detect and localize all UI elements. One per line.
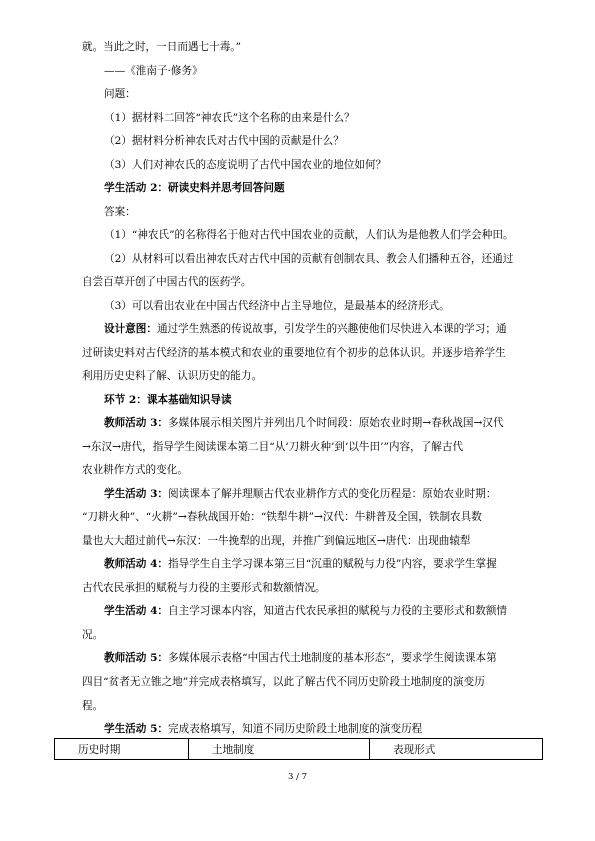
answer-2-continued: 自尝百草开创了中国古代的医药学。 xyxy=(82,276,252,289)
source-citation: ——《淮南子·修务》 xyxy=(104,64,203,77)
teacher-activity-3-text: 多媒体展示相关图片并列出几个时间段：原始农业时期→春秋战国→汉代 xyxy=(168,417,504,430)
teacher-activity-5-part: 多媒体展示表格“中国古代土地制度的基本形态”，要求学生阅读课本第 xyxy=(168,652,497,665)
teacher-activity-3 xyxy=(104,416,542,430)
text-line: 利用历史史料了解、认识历史的能力。 xyxy=(82,370,263,383)
student-activity-4 xyxy=(104,604,542,618)
text-line-part: 四目“贫者无立锥之地”并完成表格填写，以此了解古代不同历史阶段土地制度的演变历 xyxy=(82,676,485,688)
text-line: “刀耕火种”、“火耕”→春秋战国开始：“铁犁牛耕”→汉代：牛耕普及全国，铁制农具数 xyxy=(82,511,482,524)
table-header-row xyxy=(55,739,543,760)
student-activity-5-part: 完成表格填写，知道不同历史阶段土地制度的演变历程 xyxy=(168,723,423,735)
student-activity-4-label: 学生活动 4： xyxy=(104,605,169,618)
answer-3: （3）可以看出农业在中国古代经济中占主导地位，是最基本的经济形式。 xyxy=(104,299,450,312)
question-3: （3）人们对神农氏的态度说明了古代中国农业的地位如何？ xyxy=(104,158,387,171)
teacher-activity-3-label: 教师活动 3： xyxy=(104,417,169,430)
text-line: →东汉→唐代，指导学生阅读课本第二目“从‘刀耕火种’到‘以牛田’”内容，了解古代 xyxy=(82,440,464,453)
design-intent-text: 通过学生熟悉的传说故事，引发学生的兴趣使他们尽快进入本课的学习；通 xyxy=(156,323,507,336)
student-activity-3-label: 学生活动 3： xyxy=(104,487,169,500)
student-activity-5 xyxy=(104,722,542,736)
text-line: 农业耕作方式的变化。 xyxy=(82,464,188,477)
table-header-cell: 土地制度 xyxy=(189,739,370,760)
text-line: 过研读史料对古代经济的基本模式和农业的重要地位有个初步的总体认识。并逐步培养学生 xyxy=(82,346,506,359)
section-2-heading: 环节 2：课本基础知识导读 xyxy=(104,393,232,406)
question-1: （1）据材料二回答“神农氏”这个名称的由来是什么？ xyxy=(104,111,355,124)
design-intent-label: 设计意图： xyxy=(104,323,157,336)
text-line-part: 程。 xyxy=(82,699,104,712)
answer-1: （1）“神农氏”的名称得名于他对古代中国农业的贡献，人们认为是他教人们学会种田。 xyxy=(104,229,514,242)
text-line xyxy=(82,699,542,713)
student-activity-3-text: 阅读课本了解并理顺古代农业耕作方式的变化历程是：原始农业时期： xyxy=(168,487,497,500)
text-line: 量也大大超过前代→东汉：一牛挽犁的出现，并推广到偏远地区→唐代：出现曲辕犁 xyxy=(82,534,471,547)
page-number: 3 / 7 xyxy=(287,772,308,782)
teacher-activity-5 xyxy=(104,651,542,665)
land-system-table xyxy=(54,738,543,760)
questions-label: 问题： xyxy=(104,88,136,100)
answer-2: （2）从材料可以看出神农氏对古代中国的贡献有创制农具、教会人们播种五谷，还通过 xyxy=(104,252,514,265)
teacher-activity-4-text: 指导学生自主学习课本第三目“沉重的赋税与力役”内容，要求学生掌握 xyxy=(168,558,497,571)
text-line: 就。当此之时，一日而遇七十毒。” xyxy=(82,41,242,53)
question-2: （2）据材料分析神农氏对古代中国的贡献是什么？ xyxy=(104,135,344,148)
design-intent-paragraph xyxy=(104,322,542,336)
teacher-activity-4-label: 教师活动 4： xyxy=(104,558,169,571)
text-line: 古代农民承担的赋税与力役的主要形式和数额情况。 xyxy=(82,581,326,594)
table-header-cell: 历史时期 xyxy=(55,739,189,760)
teacher-activity-5-part: 教师活动 5： xyxy=(104,652,169,665)
text-line: 况。 xyxy=(82,628,104,641)
text-line xyxy=(82,675,542,689)
table-header-cell: 表现形式 xyxy=(370,739,543,760)
answers-label: 答案： xyxy=(104,205,136,218)
student-activity-3 xyxy=(104,487,542,501)
student-activity-5-part: 学生活动 5： xyxy=(104,723,169,735)
student-activity-2-heading: 学生活动 2：研读史料并思考回答问题 xyxy=(104,182,285,195)
student-activity-4-text: 自主学习课本内容，知道古代农民承担的赋税与力役的主要形式和数额情 xyxy=(168,605,508,618)
teacher-activity-4 xyxy=(104,557,542,571)
